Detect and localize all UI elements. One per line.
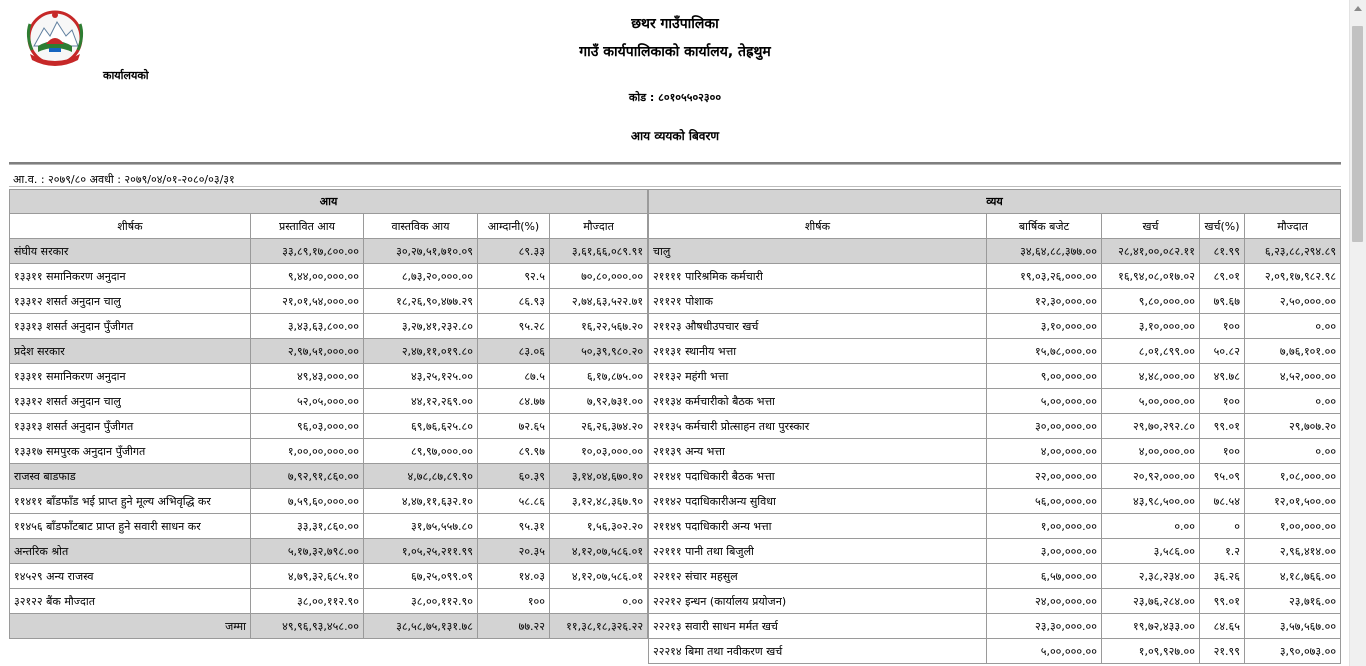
cell-pct: ८४.७७ [478,389,550,414]
cell-balance: ७,७६,१०१.०० [1245,339,1341,364]
cell-pct: १.२ [1200,539,1245,564]
cell-proposed: ५,१७,३२,७९८.०० [251,539,364,564]
cell-spent: ४३,९८,५००.०० [1102,489,1200,514]
cell-budget: ५,००,०००.०० [987,639,1102,664]
cell-balance: ३,१२,४८,३६७.९० [550,489,648,514]
cell-spent: ५,००,०००.०० [1102,389,1200,414]
cell-balance: ०.०० [1245,439,1341,464]
cell-actual: ८९,९७,०००.०० [364,439,478,464]
cell-spent: २३,७६,२८४.०० [1102,589,1200,614]
cell-budget: ९,००,०००.०० [987,364,1102,389]
table-row [10,414,648,439]
column-header: वास्तविक आय [364,214,478,239]
cell-spent: १९,७२,४३३.०० [1102,614,1200,639]
table-row [649,564,1341,589]
cell-title: २११३२ महंगी भत्ता [649,364,987,389]
table-row [10,439,648,464]
cell-actual: ३,२७,४१,२३२.८० [364,314,478,339]
cell-title: अन्तरिक श्रोत [10,539,251,564]
cell-actual: ६९,७६,६२५.८० [364,414,478,439]
cell-title: १३३१३ शसर्त अनुदान पुँजीगत [10,314,251,339]
column-header: आम्दानी(%) [478,214,550,239]
cell-balance: १६,२२,५६७.२० [550,314,648,339]
column-header: खर्च(%) [1200,214,1245,239]
cell-balance: २३,७१६.०० [1245,589,1341,614]
cell-balance: १,००,०००.०० [1245,514,1341,539]
cell-pct: ९९.०१ [1200,589,1245,614]
cell-proposed: ९,४४,००,०००.०० [251,264,364,289]
total-row [10,614,648,639]
income-section-title: आय [10,190,648,214]
cell-pct: ५८.८६ [478,489,550,514]
column-header: शीर्षक [10,214,251,239]
cell-pct: ४९.७८ [1200,364,1245,389]
cell-pct: ९५.२८ [478,314,550,339]
cell-title: २११३५ कर्मचारी प्रोत्साहन तथा पुरस्कार [649,414,987,439]
group-row [10,339,648,364]
group-row [10,539,648,564]
cell-budget: ४,००,०००.०० [987,439,1102,464]
cell-proposed: ३३,८९,१७,८००.०० [251,239,364,264]
cell-actual: १,०५,२५,२११.९९ [364,539,478,564]
cell-budget: १,००,०००.०० [987,514,1102,539]
cell-title: संघीय सरकार [10,239,251,264]
column-header: प्रस्तावित आय [251,214,364,239]
income-table [9,189,648,639]
cell-budget: २२,००,०००.०० [987,464,1102,489]
cell-pct: १४.०३ [478,564,550,589]
table-row [10,264,648,289]
fiscal-period: आ.व. : २०७९/८० अवधी : २०७९/०४/०१-२०८०/०३/३१ [13,173,235,186]
cell-pct: १०० [1200,389,1245,414]
cell-budget: ६,५७,०००.०० [987,564,1102,589]
table-row [649,314,1341,339]
cell-pct: ७८.५४ [1200,489,1245,514]
table-row [649,489,1341,514]
cell-title: २११४२ पदाधिकारीअन्य सुविधा [649,489,987,514]
cell-actual: ४,४७,११,६३२.१० [364,489,478,514]
cell-balance: १०,०३,०००.०० [550,439,648,464]
cell-title: ३२१२२ बैंक मौज्दात [10,589,251,614]
table-row [10,589,648,614]
cell-proposed: ३८,००,११२.९० [251,589,364,614]
cell-title: ११४११ बाँडफाँड भई प्राप्त हुने मूल्य अभिवृद्धि कर [10,489,251,514]
cell-balance: ६,२३,८८,२९४.८९ [1245,239,1341,264]
cell-title: २११३९ अन्य भत्ता [649,439,987,464]
office-title: गाउँ कार्यपालिकाको कार्यालय, तेह्रथुम [579,44,771,60]
cell-title: २११३४ कर्मचारीको बैठक भत्ता [649,389,987,414]
cell-balance: २,७४,६३,५२२.७१ [550,289,648,314]
cell-proposed: ४,७९,३२,६८५.१० [251,564,364,589]
cell-budget: ३,००,०००.०० [987,539,1102,564]
total-actual: ३८,५८,७५,१३१.७८ [364,614,478,639]
cell-pct: १०० [1200,314,1245,339]
cell-budget: ५,००,०००.०० [987,389,1102,414]
cell-pct: ९५.३१ [478,514,550,539]
cell-title: २२११२ संचार महसुल [649,564,987,589]
cell-balance: २,५०,०००.०० [1245,289,1341,314]
column-header: शीर्षक [649,214,987,239]
cell-balance: ०.०० [550,589,648,614]
cell-pct: ८७.५ [478,364,550,389]
cell-title: १३३११ समानिकरण अनुदान [10,264,251,289]
cell-budget: २३,३०,०००.०० [987,614,1102,639]
cell-spent: ०.०० [1102,514,1200,539]
cell-spent: ३,१०,०००.०० [1102,314,1200,339]
cell-actual: ३०,२७,५१,७१०.०९ [364,239,478,264]
cell-balance: १,०८,०००.०० [1245,464,1341,489]
cell-spent: १,०९,९२७.०० [1102,639,1200,664]
cell-pct: १०० [478,589,550,614]
cell-spent: २८,४१,००,०८२.११ [1102,239,1200,264]
column-header: बार्षिक बजेट [987,214,1102,239]
cell-title: चालु [649,239,987,264]
cell-pct: ९५.०९ [1200,464,1245,489]
column-header: मौज्दात [550,214,648,239]
cell-title: राजस्व बाडफाड [10,464,251,489]
municipality-title: छथर गाउँपालिका [631,16,719,32]
cell-spent: ३,५८६.०० [1102,539,1200,564]
total-proposed: ४९,९६,९३,४५८.०० [251,614,364,639]
office-label: कार्यालयको [103,69,149,82]
cell-proposed: २१,०१,५४,०००.०० [251,289,364,314]
cell-title: २२१११ पानी तथा बिजुली [649,539,987,564]
cell-title: २२२१३ सवारी साधन मर्मत खर्च [649,614,987,639]
table-row [649,614,1341,639]
cell-balance: ४,१२,०७,५८६.०१ [550,564,648,589]
cell-spent: ४,००,०००.०० [1102,439,1200,464]
cell-pct: ७९.६७ [1200,289,1245,314]
cell-pct: ८९.०१ [1200,264,1245,289]
cell-proposed: ३३,३१,८६०.०० [251,514,364,539]
cell-actual: ६७,२५,०९९.०९ [364,564,478,589]
cell-balance: २९,७०७.२० [1245,414,1341,439]
cell-balance: ३,५७,५६७.०० [1245,614,1341,639]
cell-balance: २,९६,४१४.०० [1245,539,1341,564]
cell-title: १३३१३ शसर्त अनुदान पुँजीगत [10,414,251,439]
cell-title: २२२१२ इन्धन (कार्यालय प्रयोजन) [649,589,987,614]
cell-pct: १०० [1200,439,1245,464]
group-row [10,464,648,489]
cell-balance: ६,१७,८७५.०० [550,364,648,389]
cell-balance: ४,१२,०७,५८६.०१ [550,539,648,564]
cell-title: ११४५६ बाँडफाँटबाट प्राप्त हुने सवारी साधन कर [10,514,251,539]
cell-proposed: २,९७,५१,०००.०० [251,339,364,364]
table-row [649,414,1341,439]
report-title: आय व्ययको बिवरण [630,129,720,143]
cell-proposed: ५२,०५,०००.०० [251,389,364,414]
cell-actual: ४४,१२,२६९.०० [364,389,478,414]
expense-section-title: व्यय [649,190,1341,214]
cell-spent: ४,४८,०००.०० [1102,364,1200,389]
cell-spent: २०,९२,०००.०० [1102,464,1200,489]
cell-actual: २,४७,११,०१९.८० [364,339,478,364]
cell-balance: ७,९२,७३१.०० [550,389,648,414]
cell-balance: १,५६,३०२.२० [550,514,648,539]
cell-budget: २४,००,०००.०० [987,589,1102,614]
cell-pct: ९२.५ [478,264,550,289]
cell-actual: ३१,७५,५५७.८० [364,514,478,539]
cell-balance: ०.०० [1245,314,1341,339]
cell-budget: ५६,००,०००.०० [987,489,1102,514]
table-row [10,389,648,414]
table-row [10,489,648,514]
group-row [649,239,1341,264]
table-row [649,514,1341,539]
cell-pct: ५०.८२ [1200,339,1245,364]
table-row [649,364,1341,389]
cell-balance: ३,१४,०४,६७०.१० [550,464,648,489]
cell-balance: ७०,८०,०००.०० [550,264,648,289]
table-row [649,539,1341,564]
cell-proposed: ३,४३,६३,८००.०० [251,314,364,339]
total-balance: ११,३८,१८,३२६.२२ [550,614,648,639]
cell-pct: २०.३५ [478,539,550,564]
table-row [10,564,648,589]
expense-table [648,189,1341,664]
cell-balance: ४,५२,०००.०० [1245,364,1341,389]
table-row [649,464,1341,489]
cell-pct: ८६.९३ [478,289,550,314]
cell-balance: २६,२६,३७४.२० [550,414,648,439]
cell-proposed: १,००,००,०००.०० [251,439,364,464]
cell-title: १३३११ समानिकरण अनुदान [10,364,251,389]
cell-pct: ९९.०१ [1200,414,1245,439]
scrollbar-thumb[interactable] [1352,26,1363,242]
cell-title: २११३१ स्थानीय भत्ता [649,339,987,364]
column-header: मौज्दात [1245,214,1341,239]
cell-spent: १६,९४,०८,०१७.०२ [1102,264,1200,289]
office-code: कोड : ८०१०५५०२३०० [628,91,722,104]
cell-title: १३३१७ समपुरक अनुदान पुँजीगत [10,439,251,464]
cell-pct: ८१.९९ [1200,239,1245,264]
table-row [649,439,1341,464]
table-row [649,289,1341,314]
cell-budget: १५,७८,०००.०० [987,339,1102,364]
group-row [10,239,648,264]
table-row [10,364,648,389]
cell-pct: २१.९९ [1200,639,1245,664]
table-row [649,339,1341,364]
cell-pct: ३६.२६ [1200,564,1245,589]
cell-spent: २,३८,२३४.०० [1102,564,1200,589]
cell-budget: ३०,००,०००.०० [987,414,1102,439]
cell-actual: ३८,००,११२.९० [364,589,478,614]
table-row [10,289,648,314]
cell-spent: ८,०१,८९९.०० [1102,339,1200,364]
cell-pct: ८४.६५ [1200,614,1245,639]
cell-balance: १२,०१,५००.०० [1245,489,1341,514]
cell-title: १३३१२ शसर्त अनुदान चालु [10,289,251,314]
cell-balance: २,०९,१७,९८२.९८ [1245,264,1341,289]
cell-pct: ७२.६५ [478,414,550,439]
cell-balance: ३,९०,०७३.०० [1245,639,1341,664]
total-label: जम्मा [10,614,251,639]
cell-balance: ५०,३९,९८०.२० [550,339,648,364]
scroll-up-arrow-icon[interactable] [1350,0,1366,17]
cell-balance: ०.०० [1245,389,1341,414]
cell-spent: ९,८०,०००.०० [1102,289,1200,314]
cell-pct: ८९.९७ [478,439,550,464]
cell-pct: ८३.०६ [478,339,550,364]
cell-proposed: ७,५९,६०,०००.०० [251,489,364,514]
table-row [649,264,1341,289]
cell-balance: ४,१८,७६६.०० [1245,564,1341,589]
cell-budget: ३,१०,०००.०० [987,314,1102,339]
cell-actual: ४३,२५,१२५.०० [364,364,478,389]
table-row [649,639,1341,664]
table-row [649,389,1341,414]
cell-title: १४५२९ अन्य राजस्व [10,564,251,589]
cell-actual: ४,७८,८७,८९.९० [364,464,478,489]
cell-pct: ० [1200,514,1245,539]
cell-budget: १२,३०,०००.०० [987,289,1102,314]
cell-pct: ६०.३९ [478,464,550,489]
period-divider [9,186,1341,187]
cell-actual: १८,२६,९०,४७७.२९ [364,289,478,314]
cell-title: २११११ पारिश्रमिक कर्मचारी [649,264,987,289]
cell-title: प्रदेश सरकार [10,339,251,364]
cell-pct: ८९.३३ [478,239,550,264]
cell-spent: २९,७०,२९२.८० [1102,414,1200,439]
cell-title: १३३१२ शसर्त अनुदान चालु [10,389,251,414]
column-header: खर्च [1102,214,1200,239]
cell-title: २११२१ पोशाक [649,289,987,314]
cell-title: २११४९ पदाधिकारी अन्य भत्ता [649,514,987,539]
cell-title: २११४१ पदाधिकारी बैठक भत्ता [649,464,987,489]
table-row [10,514,648,539]
header-divider [9,162,1341,165]
cell-title: २११२३ औषधीउपचार खर्च [649,314,987,339]
cell-proposed: ४९,४३,०००.०० [251,364,364,389]
cell-budget: १९,०३,२६,०००.०० [987,264,1102,289]
cell-budget: ३४,६४,८८,३७७.०० [987,239,1102,264]
table-row [649,589,1341,614]
cell-title: २२२१४ बिमा तथा नवीकरण खर्च [649,639,987,664]
vertical-scrollbar[interactable] [1349,0,1366,666]
cell-balance: ३,६१,६६,०८९.९१ [550,239,648,264]
total-pct: ७७.२२ [478,614,550,639]
cell-proposed: ७,९२,९१,८६०.०० [251,464,364,489]
cell-actual: ८,७३,२०,०००.०० [364,264,478,289]
cell-proposed: ९६,०३,०००.०० [251,414,364,439]
table-row [10,314,648,339]
